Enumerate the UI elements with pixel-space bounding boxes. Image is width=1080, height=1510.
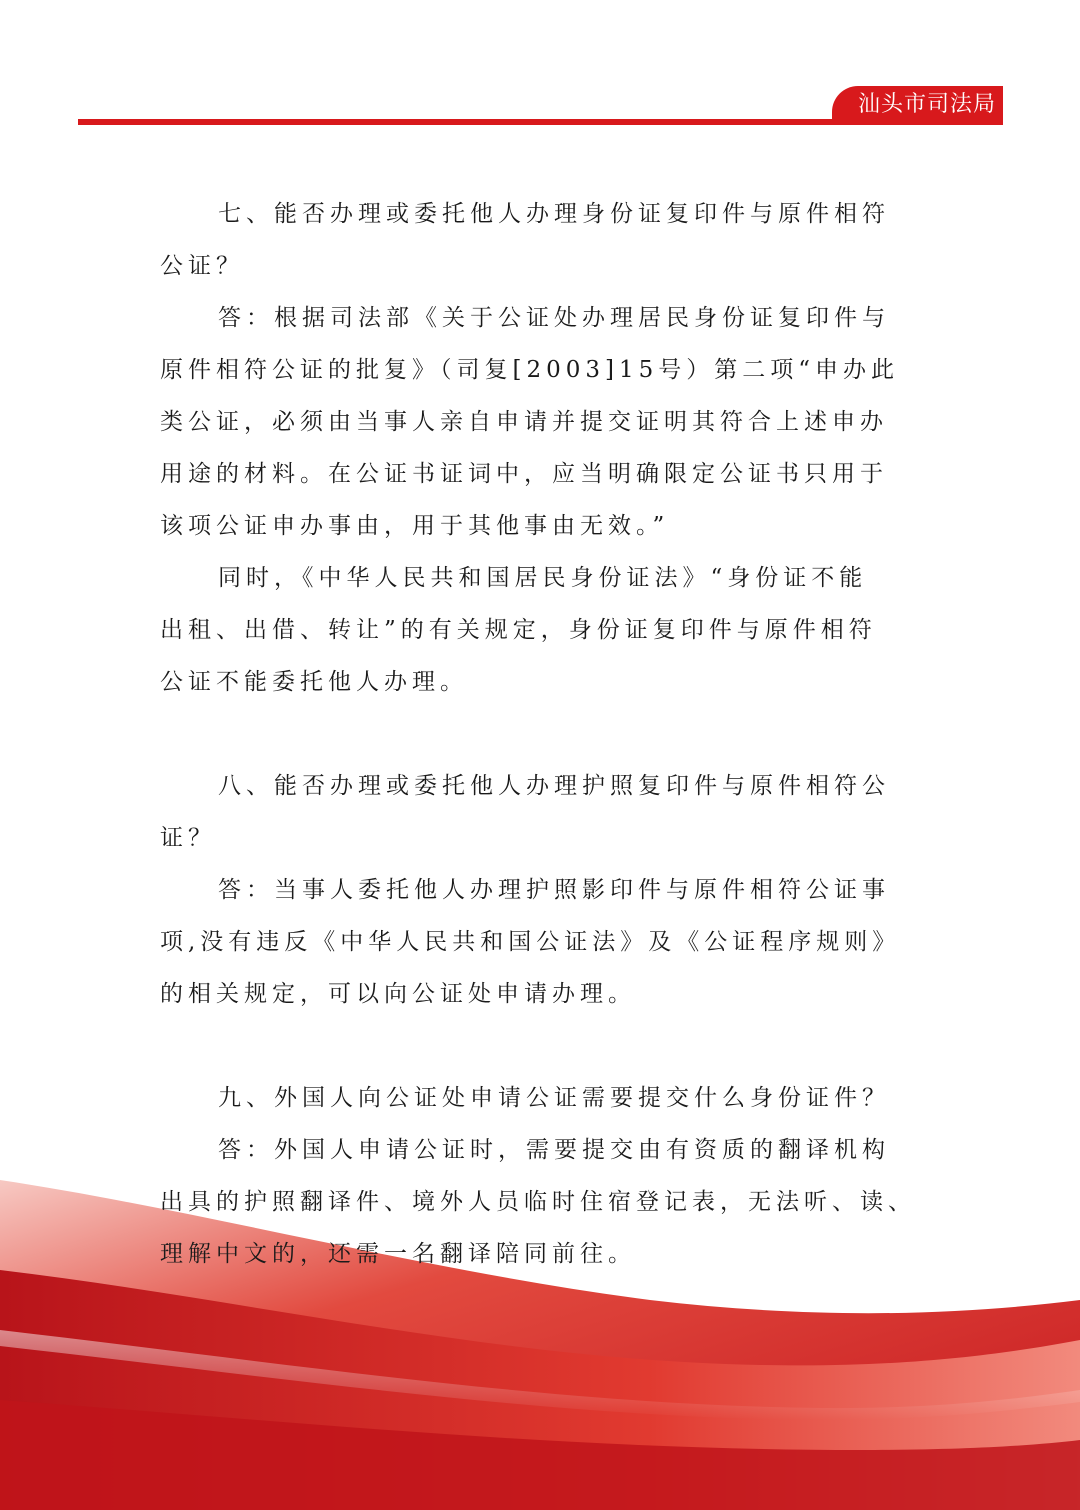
extra-7-line-2: 出租、出借、转让”的有关规定，身份证复印件与原件相符: [160, 617, 877, 643]
answer-9-line-1: 答：外国人申请公证时，需要提交由有资质的翻译机构: [218, 1137, 890, 1163]
answer-8-line-3: 的相关规定，可以向公证处申请办理。: [160, 981, 636, 1007]
answer-7-line-1: 答：根据司法部《关于公证处办理居民身份证复印件与: [218, 305, 890, 331]
answer-8-line-2: 项,没有违反《中华人民共和国公证法》及《公证程序规则》: [160, 929, 901, 955]
answer-9-line-2: 出具的护照翻译件、境外人员临时住宿登记表，无法听、读、: [160, 1189, 916, 1215]
page-number: 9: [1005, 1092, 1017, 1118]
extra-7-line-1: 同时，《中华人民共和国居民身份证法》“身份证不能: [218, 565, 868, 591]
answer-7-line-4: 用途的材料。在公证书证词中，应当明确限定公证书只用于: [160, 461, 888, 487]
question-7-line-1: 七、能否办理或委托他人办理身份证复印件与原件相符: [218, 201, 890, 227]
extra-7-line-3: 公证不能委托他人办理。: [160, 669, 468, 695]
section-gap: [160, 1020, 940, 1072]
question-7-line-2: 公证？: [160, 253, 244, 279]
org-name: 汕头市司法局: [858, 92, 997, 117]
question-8-line-1: 八、能否办理或委托他人办理护照复印件与原件相符公: [218, 773, 890, 799]
answer-9-line-3: 理解中文的，还需一名翻译陪同前往。: [160, 1241, 636, 1267]
document-body: [160, 188, 940, 1280]
answer-8-line-1: 答：当事人委托他人办理护照影印件与原件相符公证事: [218, 877, 890, 903]
answer-7-line-2: 原件相符公证的批复》（司复[2003]15号）第二项“申办此: [160, 357, 900, 383]
answer-7-line-3: 类公证，必须由当事人亲自申请并提交证明其符合上述申办: [160, 409, 888, 435]
answer-7-line-5: 该项公证申办事由，用于其他事由无效。”: [160, 513, 670, 539]
section-gap: [160, 708, 940, 760]
header-tab: [832, 86, 1003, 124]
question-9-line-1: 九、外国人向公证处申请公证需要提交什么身份证件？: [218, 1085, 890, 1111]
question-8-line-2: 证？: [160, 825, 216, 851]
